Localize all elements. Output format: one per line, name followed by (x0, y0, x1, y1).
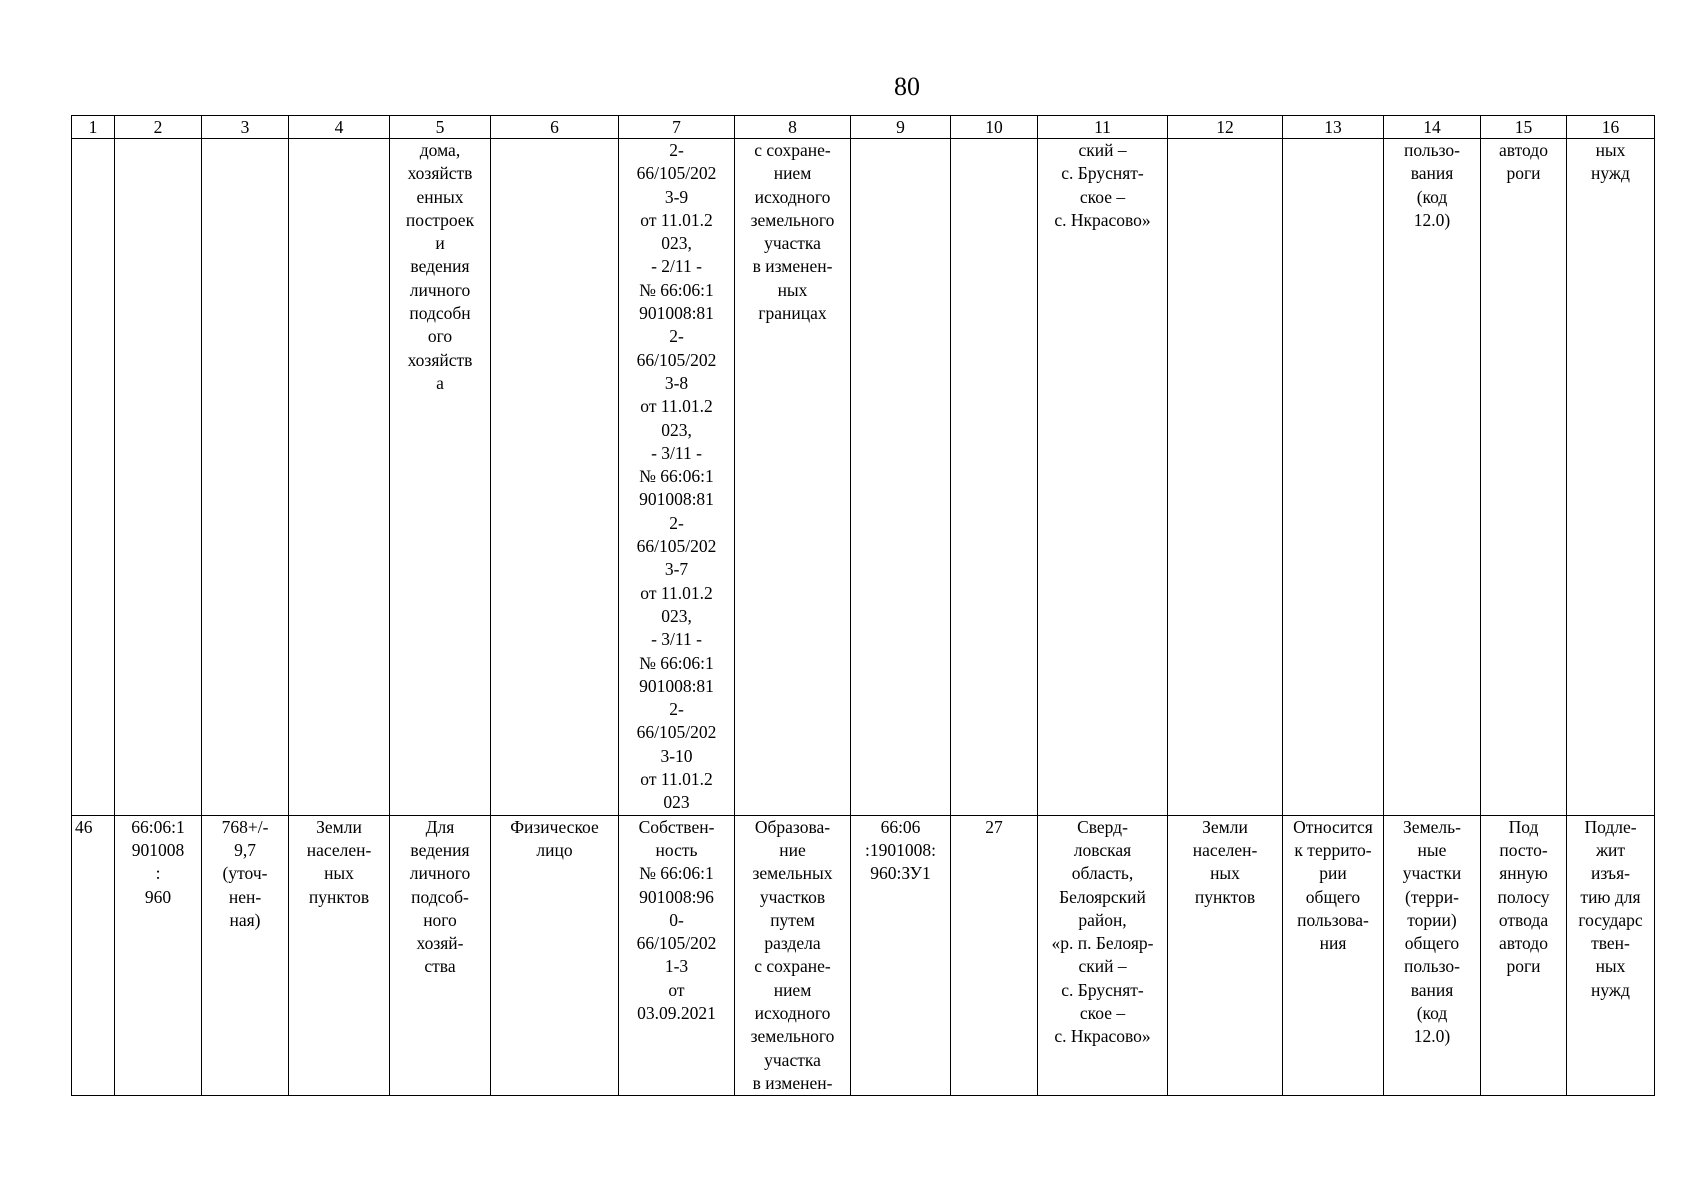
land-plots-table (71, 115, 1655, 1096)
column-header: 8 (735, 116, 851, 139)
land-category: Земли населен- ных пунктов (289, 815, 390, 1096)
page-number: 80 (894, 72, 920, 101)
table-cell (851, 139, 951, 816)
table-cell (1168, 139, 1283, 816)
right-holder: Физическое лицо (491, 815, 619, 1096)
new-plot-area: 27 (951, 815, 1038, 1096)
column-header: 15 (1481, 116, 1567, 139)
table-cell (115, 139, 202, 816)
column-header: 4 (289, 116, 390, 139)
table-cell (951, 139, 1038, 816)
table-cell (202, 139, 289, 816)
column-header: 1 (72, 116, 115, 139)
column-header: 3 (202, 116, 289, 139)
column-header: 16 (1567, 116, 1655, 139)
column-number-row (72, 116, 1655, 139)
rights-registration: Собствен- ность № 66:06:1 901008:96 0- 66/105/202 1-3 от 03.09.2021 (619, 815, 735, 1096)
table-cell (72, 139, 115, 816)
column-header: 7 (619, 116, 735, 139)
column-header: 10 (951, 116, 1038, 139)
table-cell (1283, 139, 1384, 816)
formation-goal: Под посто- янную полосу отвода автодо роги (1481, 815, 1567, 1096)
new-land-category: Земли населен- ных пунктов (1168, 815, 1283, 1096)
table-row-continuation (72, 139, 1655, 816)
plot-area: 768+/- 9,7 (уточ- нен- ная) (202, 815, 289, 1096)
new-plot-number: 66:06 :1901008: 960:ЗУ1 (851, 815, 951, 1096)
table-cell-address: ский – с. Бруснят- ское – с. Нкрасово» (1038, 139, 1168, 816)
table-cell-purpose: дома, хозяйств енных построек и ведения личного подсобн ого хозяйств а (390, 139, 491, 816)
table-cell-note: ных нужд (1567, 139, 1655, 816)
column-header: 5 (390, 116, 491, 139)
column-header: 11 (1038, 116, 1168, 139)
withdrawal-note: Подле- жит изъя- тию для государс твен- ных нужд (1567, 815, 1655, 1096)
territory-affiliation: Относится к террито- рии общего пользова- ния (1283, 815, 1384, 1096)
table-cell-goal: автодо роги (1481, 139, 1567, 816)
permitted-use: Для ведения личного подсоб- ного хозяй- ства (390, 815, 491, 1096)
table-cell (289, 139, 390, 816)
column-header: 2 (115, 116, 202, 139)
table-row-46 (72, 815, 1655, 1096)
table-cell-formation: с сохране- нием исходного земельного участка в изменен- ных границах (735, 139, 851, 816)
new-permitted-use: Земель- ные участки (терри- тории) общего пользо- вания (код 12.0) (1384, 815, 1481, 1096)
cadastral-number: 66:06:1 901008 : 960 (115, 815, 202, 1096)
table-cell-rights: 2- 66/105/202 3-9 от 11.01.2 023, - 2/11 - № 66:06:1 901008:81 2- 66/105/202 3-8 от 11.01.2 023, - 3/11 - № 66:06:1 901008:81 2- 66/105/202 3-7 от 11.01.2 023, - 3/11 - № 66:06:1 901008:81 2- 66/105/202 3-10 от 11.01.2 023 (619, 139, 735, 816)
plot-address: Сверд- ловская область, Белоярский район, «р. п. Белояр- ский – с. Бруснят- ское – с. Нкрасово» (1038, 815, 1168, 1096)
column-header: 9 (851, 116, 951, 139)
formation-method: Образова- ние земельных участков путем раздела с сохране- нием исходного земельного участка в изменен- (735, 815, 851, 1096)
table-cell-use-type: пользо- вания (код 12.0) (1384, 139, 1481, 816)
column-header: 13 (1283, 116, 1384, 139)
row-number: 46 (72, 815, 115, 1096)
column-header: 6 (491, 116, 619, 139)
table-cell (491, 139, 619, 816)
column-header: 14 (1384, 116, 1481, 139)
column-header: 12 (1168, 116, 1283, 139)
